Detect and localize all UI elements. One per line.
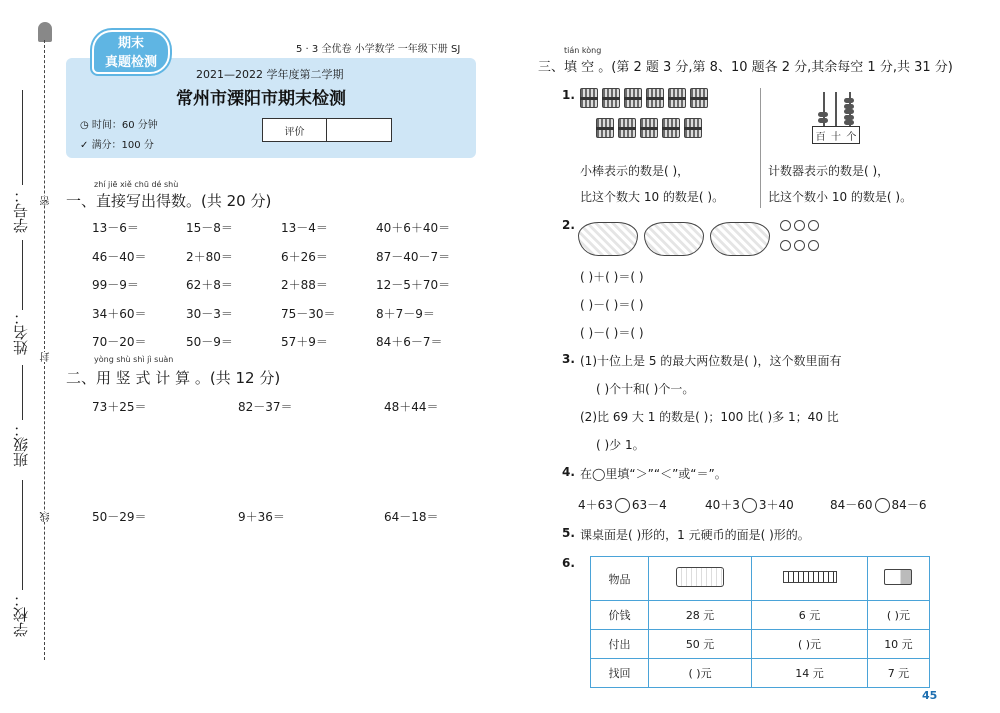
name-label: 姓名：	[12, 310, 30, 355]
q4-1-right: 63－4	[631, 498, 667, 512]
badge-line-2: 真题检测	[104, 55, 157, 70]
compare-circle[interactable]	[615, 498, 630, 513]
oral-calc-item: 75－30＝	[281, 306, 336, 321]
oral-calc-item: 50－9＝	[186, 335, 233, 349]
q6-number: 6.	[562, 556, 575, 570]
vertical-calc-3: 48＋44＝	[384, 400, 439, 414]
student-no-label: 学号：	[12, 188, 30, 233]
vertical-calc-2: 82－37＝	[238, 400, 293, 414]
oral-calc-item: 30－3＝	[186, 306, 233, 321]
abacus-label-ones: 个	[846, 131, 857, 143]
section2-pinyin: yòng shù shì jì suàn	[94, 355, 174, 364]
oral-calc-item: 34＋60＝	[92, 306, 147, 321]
time-text: 时间：60 分钟	[91, 120, 158, 131]
abacus-bead	[844, 120, 854, 125]
q4-compare-3	[830, 496, 926, 513]
peach-icon	[808, 220, 819, 231]
school-year: 2021—2022 学年度第二学期	[196, 68, 344, 81]
q4-prompt: 在◯里填“＞”“＜”或“＝”。	[580, 467, 727, 481]
q4-compare-2	[705, 496, 794, 513]
class-label: 班级：	[12, 422, 30, 467]
q5-text: 课桌面是( )形的，1 元硬币的面是( )形的。	[580, 528, 810, 542]
table-cell[interactable]: ( )元	[867, 601, 929, 630]
oral-calc-item: 84＋6－7＝	[376, 335, 443, 349]
table-cell: 50 元	[649, 630, 752, 659]
ruler-icon	[783, 571, 837, 583]
q3-number: 3.	[562, 352, 575, 366]
oral-calc-item: 13－6＝	[92, 221, 139, 235]
abacus-base	[812, 126, 860, 144]
stick-bundle-icon	[624, 88, 642, 108]
abacus-bead	[844, 115, 854, 120]
stick-bundle-icon	[646, 88, 664, 108]
peach-icon	[808, 240, 819, 251]
eraser-icon	[884, 569, 912, 585]
vertical-calc-1: 73＋25＝	[92, 400, 147, 414]
ruler-cell	[752, 557, 868, 601]
oral-calc-item: 40＋6＋40＝	[376, 221, 451, 235]
stick-bundle-icon	[662, 118, 680, 138]
q3-part1-line1: (1)十位上是 5 的最大两位数是( )，这个数里面有	[580, 354, 842, 368]
q4-2-right: 3＋40	[758, 498, 794, 512]
stick-bundle-icon	[602, 88, 620, 108]
oral-calc-item: 46－40＝	[92, 249, 147, 264]
peach-icon	[780, 240, 791, 251]
q3-part1-line2: ( )个十和( )个一。	[596, 382, 695, 396]
oral-calc-item: 2＋88＝	[281, 278, 328, 292]
q4-1-left: 4＋63	[578, 498, 613, 512]
student-no-line	[22, 90, 23, 185]
stick-bundle-icon	[684, 118, 702, 138]
peach-icon	[794, 220, 805, 231]
q2-line-1: ( )＋( )＝( )	[580, 270, 644, 284]
peach-bowl-3	[710, 222, 770, 256]
section2-title: 二、用 竖 式 计 算 。(共 12 分)	[66, 369, 281, 387]
abacus-label-tens: 十	[830, 131, 841, 143]
q4-3-right: 84－6	[891, 498, 927, 512]
q1-right-line-a: 计数器表示的数是( )，	[768, 164, 890, 178]
peach-icon	[794, 240, 805, 251]
table-cell: 6 元	[752, 601, 868, 630]
exam-badge	[92, 30, 170, 74]
series-info: 5 · 3 全优卷 小学数学 一年级下册 SJ	[296, 44, 461, 55]
shopping-table	[590, 556, 930, 688]
oral-calc-item: 6＋26＝	[281, 249, 328, 264]
q2-line-2: ( )－( )＝( )	[580, 298, 644, 312]
abacus-label-hundreds: 百	[815, 131, 826, 143]
clock-icon: ◷	[80, 120, 92, 131]
pencil-box-icon	[676, 567, 724, 587]
oral-calc-item: 12－5＋70＝	[376, 278, 451, 292]
class-line	[22, 365, 23, 420]
table-header-item: 物品	[591, 557, 649, 601]
table-cell: 价钱	[591, 601, 649, 630]
table-cell: 28 元	[649, 601, 752, 630]
q5-number: 5.	[562, 526, 575, 540]
score-info	[80, 136, 154, 151]
table-cell: 找回	[591, 659, 649, 688]
page-number: 45	[922, 689, 938, 702]
section3-title: 三、填 空 。(第 2 题 3 分,第 8、10 题各 2 分,其余每空 1 分,共 31 分)	[538, 60, 953, 75]
abacus-bead	[844, 109, 854, 114]
abacus-bead	[818, 118, 828, 123]
q4-compare-1	[578, 496, 667, 513]
table-row	[591, 659, 930, 688]
q3-part2-line2: ( )少 1。	[596, 438, 645, 452]
oral-calc-item: 62＋8＝	[186, 278, 233, 292]
table-cell: 7 元	[867, 659, 929, 688]
table-row	[591, 630, 930, 659]
evaluation-box	[262, 118, 392, 142]
eraser-cell	[867, 557, 929, 601]
oral-calc-item: 70－20＝	[92, 335, 147, 349]
q2-line-3: ( )－( )＝( )	[580, 326, 644, 340]
q1-right-line-b: 比这个数小 10 的数是( )。	[768, 190, 913, 204]
binding-dashed-line	[44, 40, 45, 660]
peach-bowl-1	[578, 222, 638, 256]
school-line	[22, 480, 23, 590]
oral-calc-item: 57＋9＝	[281, 335, 328, 349]
oral-calc-item: 15－8＝	[186, 221, 233, 235]
abacus-bead	[818, 112, 828, 117]
school-label: 学校：	[12, 592, 30, 637]
peach-icon	[780, 220, 791, 231]
q1-number: 1.	[562, 88, 575, 102]
section1-pinyin: zhí jiē xiě chū dé shù	[94, 180, 179, 189]
oral-calc-item: 13－4＝	[281, 221, 328, 235]
q4-3-left: 84－60	[830, 498, 873, 512]
compare-circle[interactable]	[875, 498, 890, 513]
table-cell: 14 元	[752, 659, 868, 688]
pencil-box-cell	[649, 557, 752, 601]
stick-bundle-icon	[690, 88, 708, 108]
page-title: 常州市溧阳市期末检测	[176, 89, 346, 109]
oral-calc-item: 8＋7－9＝	[376, 306, 435, 321]
table-cell: 10 元	[867, 630, 929, 659]
peach-bowl-2	[644, 222, 704, 256]
score-text: 满分：100 分	[91, 140, 154, 151]
q4-number: 4.	[562, 465, 575, 479]
table-row	[591, 601, 930, 630]
vertical-calc-4: 50－29＝	[92, 510, 147, 524]
oral-calc-item: 87－40－7＝	[376, 249, 451, 264]
table-cell[interactable]: ( )元	[752, 630, 868, 659]
oral-calc-item: 2＋80＝	[186, 249, 233, 264]
seal-char-xian: 线	[41, 512, 52, 522]
check-icon: ✓	[80, 140, 92, 151]
abacus-rod-tens	[835, 92, 837, 126]
stick-bundle-icon	[640, 118, 658, 138]
rocket-icon	[38, 22, 52, 42]
stick-bundle-icon	[596, 118, 614, 138]
oral-calc-item: 99－9＝	[92, 278, 139, 292]
vertical-calc-5: 9＋36＝	[238, 510, 285, 524]
badge-line-1: 期末	[117, 36, 144, 51]
stick-bundle-icon	[618, 118, 636, 138]
compare-circle[interactable]	[742, 498, 757, 513]
abacus-bead	[844, 98, 854, 103]
q4-2-left: 40＋3	[705, 498, 740, 512]
vertical-calc-6: 64－18＝	[384, 510, 439, 524]
evaluation-label: 评价	[263, 119, 327, 141]
stick-bundle-icon	[668, 88, 686, 108]
table-cell: 付出	[591, 630, 649, 659]
q3-part2-line1: (2)比 69 大 1 的数是( )；100 比( )多 1；40 比	[580, 410, 839, 424]
abacus-bead	[844, 104, 854, 109]
section1-title: 一、直接写出得数。(共 20 分)	[66, 192, 272, 210]
stick-bundle-icon	[580, 88, 598, 108]
evaluation-blank[interactable]	[327, 119, 391, 141]
table-row	[591, 557, 930, 601]
q1-left-line-b: 比这个数大 10 的数是( )。	[580, 190, 725, 204]
name-line	[22, 240, 23, 310]
seal-char-mi: 密	[41, 196, 52, 206]
table-cell[interactable]: ( )元	[649, 659, 752, 688]
section3-pinyin: tián kòng	[564, 46, 602, 55]
q2-number: 2.	[562, 218, 575, 232]
q1-divider	[760, 88, 761, 208]
time-info	[80, 116, 158, 131]
seal-char-feng: 封	[41, 352, 52, 362]
q1-left-line-a: 小棒表示的数是( )，	[580, 164, 690, 178]
